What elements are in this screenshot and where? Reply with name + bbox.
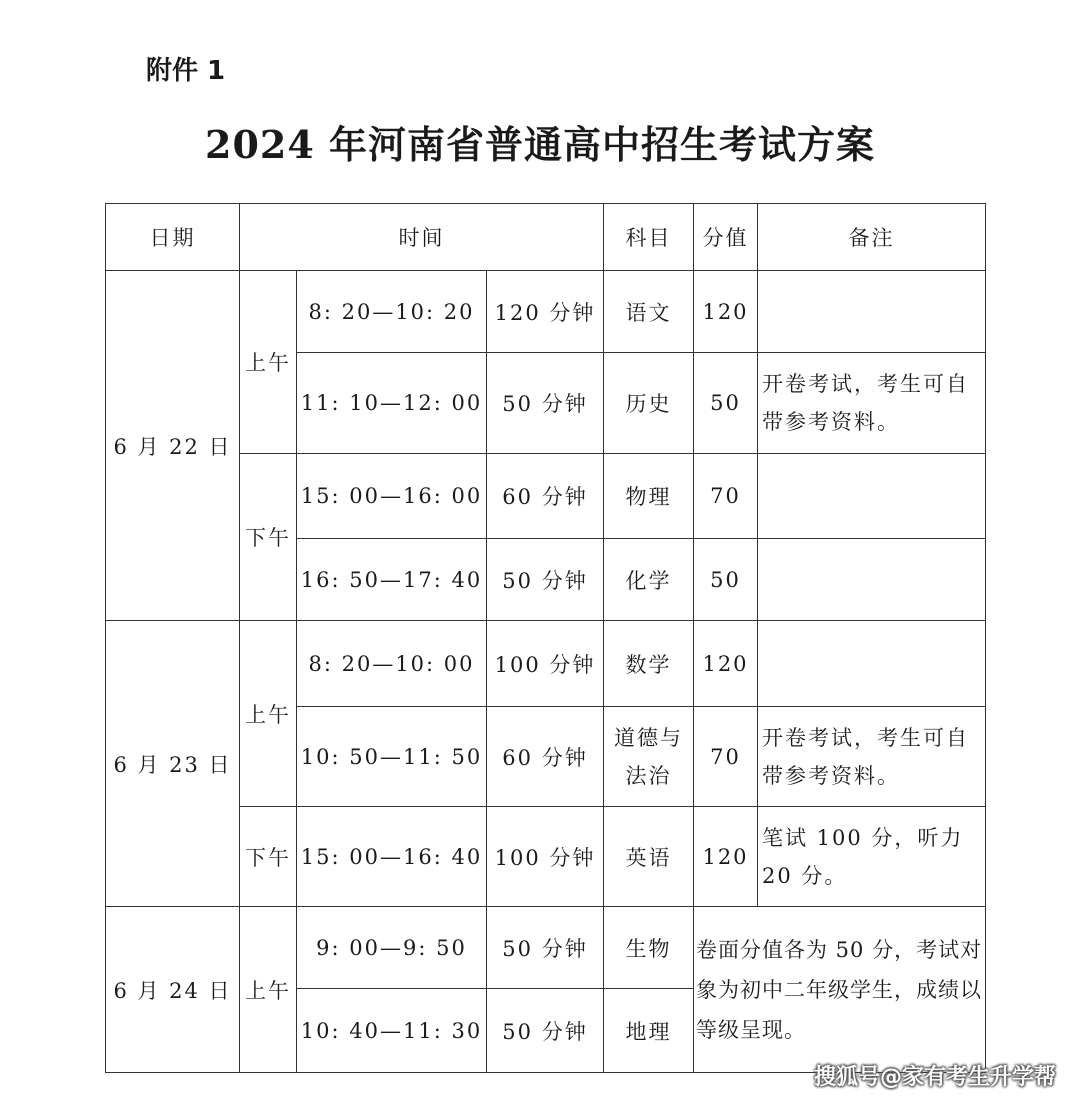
note-cell: [758, 454, 986, 539]
score-cell: 70: [694, 454, 758, 539]
duration-cell: 100 分钟: [487, 621, 604, 707]
subject-cell: 语文: [604, 271, 694, 353]
score-cell: 50: [694, 353, 758, 454]
document-title: 2024 年河南省普通高中招生考试方案: [205, 122, 875, 167]
duration-cell: 60 分钟: [487, 707, 604, 807]
subject-cell: 化学: [604, 539, 694, 621]
table-row: [106, 271, 986, 353]
note-cell: [758, 271, 986, 353]
time-cell: 15: 00—16: 40: [297, 807, 487, 907]
time-cell: 10: 40—11: 30: [297, 989, 487, 1073]
time-cell: 10: 50—11: 50: [297, 707, 487, 807]
subject-cell: 道德与法治: [604, 707, 694, 807]
date-cell: 6 月 23 日: [106, 621, 240, 907]
note-cell: 笔试 100 分，听力 20 分。: [758, 807, 986, 907]
session-cell: 下午: [240, 807, 297, 907]
subject-cell: 数学: [604, 621, 694, 707]
header-date: 日期: [106, 204, 240, 271]
time-cell: 15: 00—16: 00: [297, 454, 487, 539]
subject-cell: 英语: [604, 807, 694, 907]
note-cell: 开卷考试，考生可自带参考资料。: [758, 353, 986, 454]
score-cell: 120: [694, 807, 758, 907]
header-time: 时间: [240, 204, 604, 271]
note-cell: [758, 621, 986, 707]
table-row: [106, 907, 986, 989]
watermark: 搜狐号@家有考生升学帮: [813, 1065, 1056, 1090]
time-cell: 11: 10—12: 00: [297, 353, 487, 454]
date-cell: 6 月 22 日: [106, 271, 240, 621]
time-cell: 9: 00—9: 50: [297, 907, 487, 989]
header-note: 备注: [758, 204, 986, 271]
note-cell: 开卷考试，考生可自带参考资料。: [758, 707, 986, 807]
time-cell: 16: 50—17: 40: [297, 539, 487, 621]
subject-cell: 地理: [604, 989, 694, 1073]
score-cell: 120: [694, 271, 758, 353]
header-score: 分值: [694, 204, 758, 271]
duration-cell: 100 分钟: [487, 807, 604, 907]
table-row: [106, 621, 986, 707]
note-cell: [758, 539, 986, 621]
duration-cell: 50 分钟: [487, 353, 604, 454]
duration-cell: 120 分钟: [487, 271, 604, 353]
header-row: [106, 204, 986, 271]
session-cell: 上午: [240, 271, 297, 454]
header-subject: 科目: [604, 204, 694, 271]
date-cell: 6 月 24 日: [106, 907, 240, 1073]
subject-cell: 物理: [604, 454, 694, 539]
session-cell: 上午: [240, 907, 297, 1073]
time-cell: 8: 20—10: 20: [297, 271, 487, 353]
duration-cell: 50 分钟: [487, 539, 604, 621]
duration-cell: 50 分钟: [487, 989, 604, 1073]
duration-cell: 60 分钟: [487, 454, 604, 539]
time-cell: 8: 20—10: 00: [297, 621, 487, 707]
duration-cell: 50 分钟: [487, 907, 604, 989]
note-cell: 卷面分值各为 50 分，考试对象为初中二年级学生，成绩以等级呈现。: [694, 907, 986, 1073]
subject-cell: 历史: [604, 353, 694, 454]
session-cell: 下午: [240, 454, 297, 621]
score-cell: 120: [694, 621, 758, 707]
score-cell: 70: [694, 707, 758, 807]
score-cell: 50: [694, 539, 758, 621]
exam-schedule-table: [105, 203, 986, 1073]
subject-cell: 生物: [604, 907, 694, 989]
attachment-label: 附件 1: [146, 56, 226, 86]
session-cell: 上午: [240, 621, 297, 807]
